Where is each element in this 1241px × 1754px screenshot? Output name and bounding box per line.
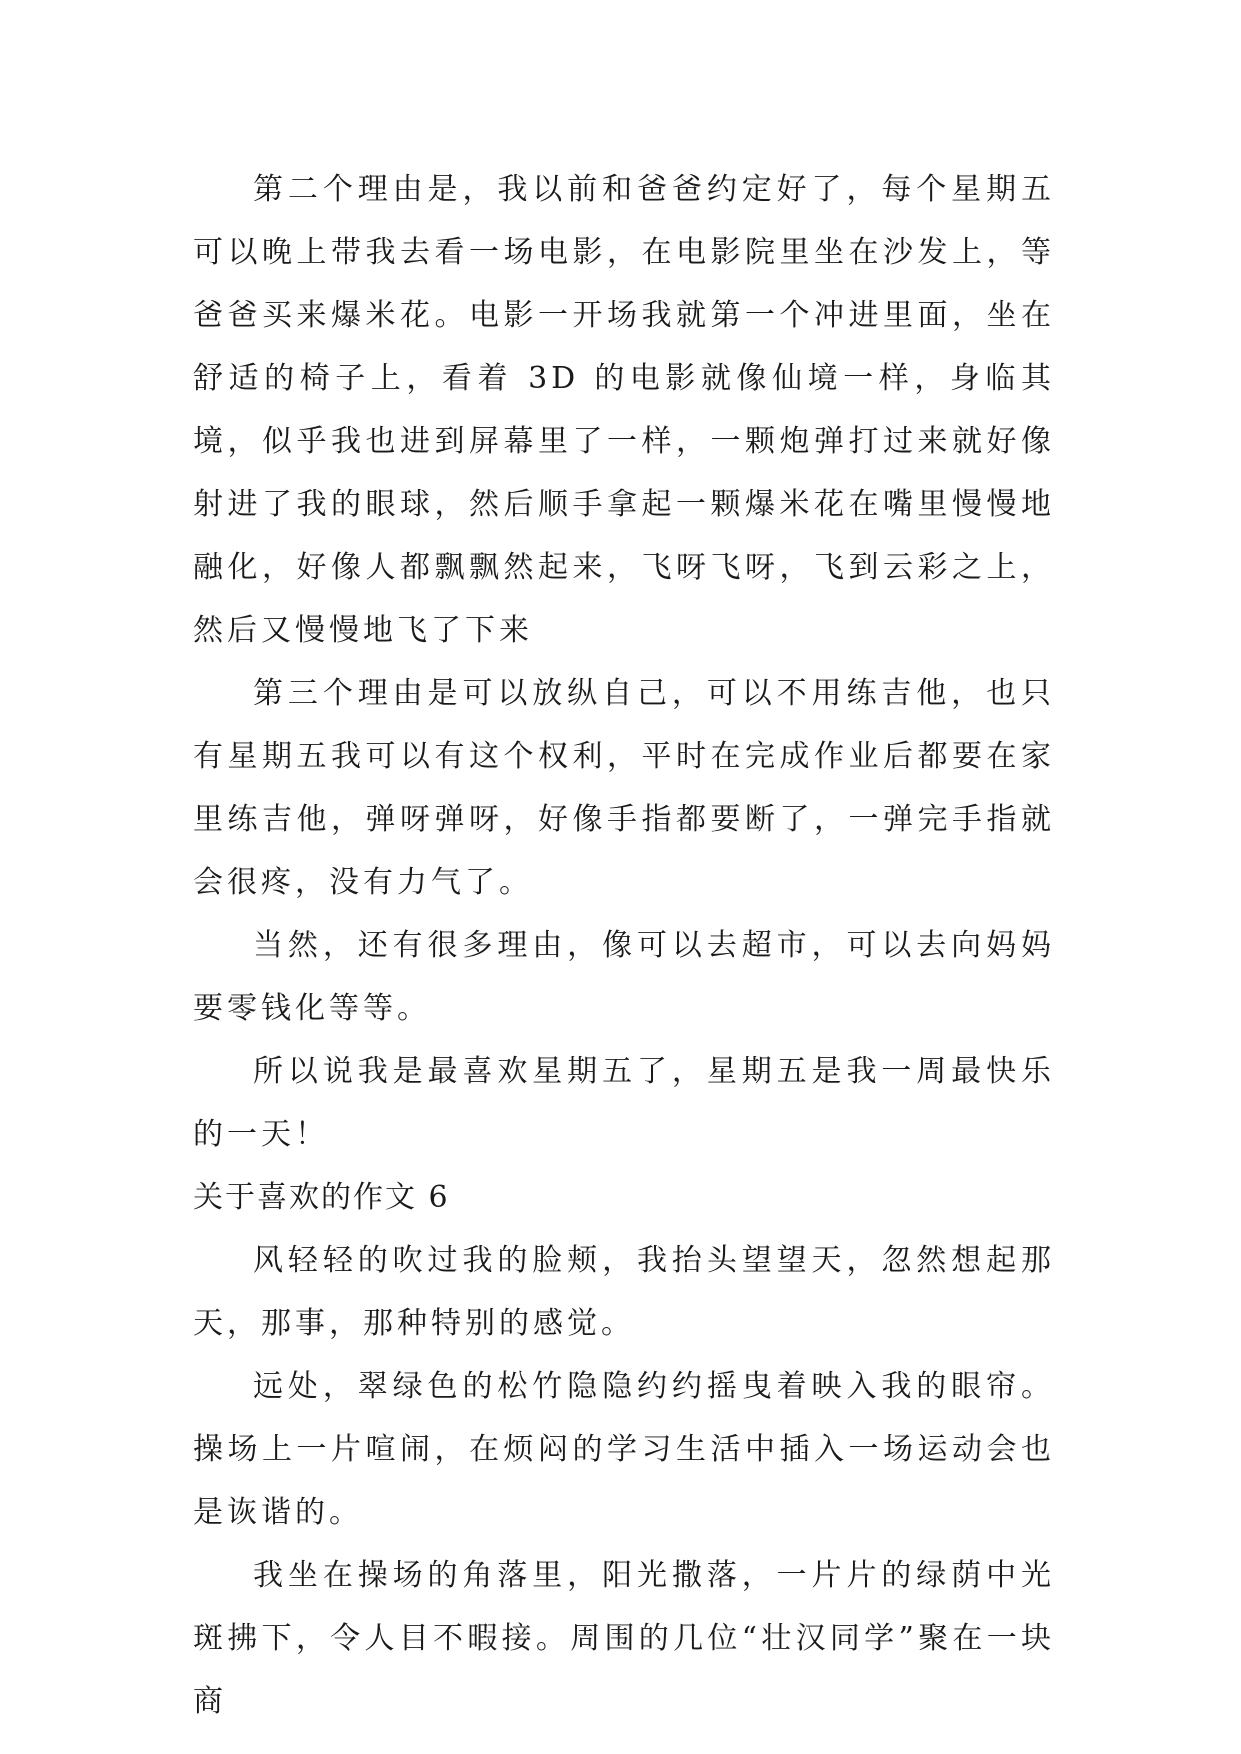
- paragraph-distance: 远处，翠绿色的松竹隐隐约约摇曳着映入我的眼帘。操场上一片喧闹，在烦闷的学习生活中插入一场运动会也是诙谐的。: [193, 1369, 1055, 1530]
- paragraph-second-reason: 第二个理由是，我以前和爸爸约定好了，每个星期五可以晚上带我去看一场电影，在电影院里坐在沙发上，等爸爸买来爆米花。电影一开场我就第一个冲进里面，坐在舒适的椅子上，看着 3D 的电影就像仙境一样，身临其境，似乎我也进到屏幕里了一样，一颗炮弹打过来就好像射进了我的眼球，然后顺手拿起一颗爆米花在嘴里慢慢地融化，好像人都飘飘然起来，飞呀飞呀，飞到云彩之上，然后又慢慢地飞了下来: [193, 172, 1055, 648]
- paragraph-wind: 风轻轻的吹过我的脸颊，我抬头望望天，忽然想起那天，那事，那种特别的感觉。: [193, 1243, 1055, 1341]
- paragraph-conclusion: 所以说我是最喜欢星期五了，星期五是我一周最快乐的一天！: [193, 1054, 1055, 1152]
- document-body: [193, 158, 1055, 1733]
- paragraph-other-reasons: 当然，还有很多理由，像可以去超市，可以去向妈妈要零钱化等等。: [193, 928, 1055, 1026]
- paragraph-playground-corner: 我坐在操场的角落里，阳光撒落，一片片的绿荫中光斑拂下，令人目不暇接。周围的几位“壮汉同学”聚在一块商: [193, 1558, 1055, 1719]
- paragraph-third-reason: 第三个理由是可以放纵自己，可以不用练吉他，也只有星期五我可以有这个权利，平时在完成作业后都要在家里练吉他，弹呀弹呀，好像手指都要断了，一弹完手指就会很疼，没有力气了。: [193, 676, 1055, 900]
- essay-heading: 关于喜欢的作文 6: [193, 1180, 450, 1215]
